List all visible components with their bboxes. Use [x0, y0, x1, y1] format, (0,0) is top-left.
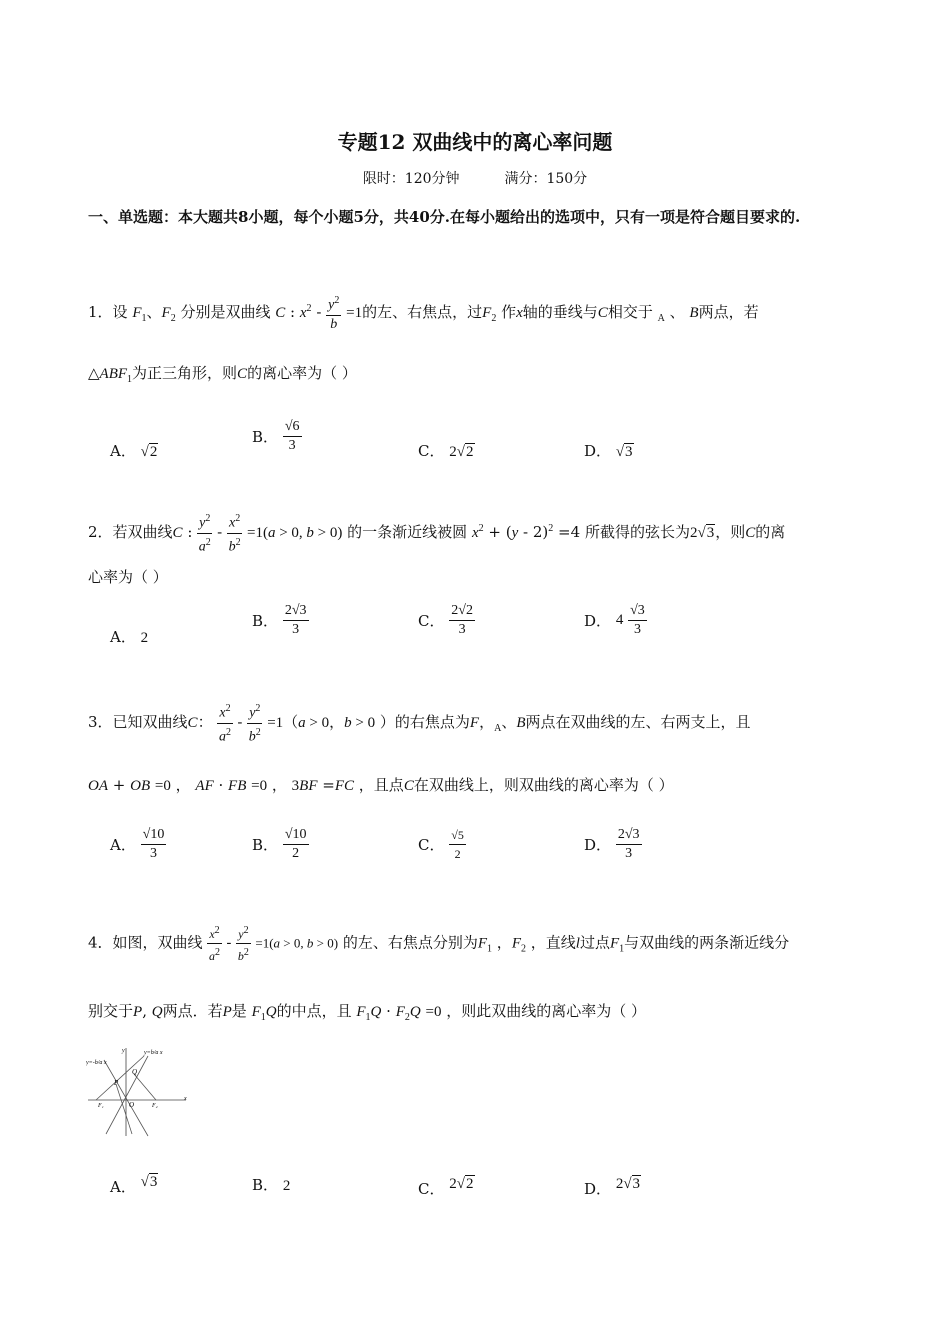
question-2-line-2: 心率为（ ）	[88, 568, 168, 586]
q3-option-a[interactable]: A． $\frac{√10}{3}$	[110, 827, 165, 861]
q4-option-d[interactable]: D． 2√3	[584, 1176, 641, 1198]
svg-text:F₁: F₁	[98, 1103, 104, 1109]
time-limit: 限时：120分钟	[362, 171, 460, 187]
exam-meta	[0, 168, 950, 188]
question-1-line-2: $\triangle ABF_1$为正三角形，则C的离心率为（ ）	[88, 364, 357, 385]
q1-option-a[interactable]: A． √2	[110, 442, 158, 460]
q2-option-b[interactable]: B． $\frac{2√3}{3}$	[252, 603, 307, 637]
q2-option-c[interactable]: C． $\frac{2√2}{3}$	[418, 603, 473, 637]
question-4-line-2: 别交于P, Q两点．若P是 $F_1Q$的中点，且 $F_1Q \cdot F_2Q =0$ ，则此双曲线的离心率为（ ）	[88, 1002, 647, 1023]
hyperbola-diagram	[86, 1044, 190, 1138]
q4-option-a[interactable]: A． √3	[110, 1174, 158, 1196]
svg-text:y=-b/a x: y=-b/a x	[86, 1060, 107, 1066]
svg-text:Q: Q	[132, 1068, 138, 1076]
question-1-line-1: 1．设 $F_1$、$F_2$ 分别是双曲线 C : $x^2$ - $\frac{y^2}{b}$ =1的左、右焦点，过$F_2$ 作x轴的垂线与C相交于 $_A$ 、 B两点，若	[88, 292, 759, 334]
q3-option-b[interactable]: B． $\frac{√10}{2}$	[252, 827, 307, 861]
q1-option-b[interactable]: B． $\frac{√6}{3}$	[252, 419, 300, 453]
q1-option-d[interactable]: D． √3	[584, 442, 633, 460]
svg-text:y=b/a x: y=b/a x	[144, 1050, 163, 1056]
q2-option-d[interactable]: D． 4 $\frac{√3}{3}$	[584, 603, 645, 637]
q2-option-a[interactable]: A． 2	[110, 628, 149, 646]
question-3-line-2: OA + OB =0 ， AF · FB =0 ， 3BF =FC ，且点C在双曲线上，则双曲线的离心率为（ ）	[88, 776, 674, 794]
svg-text:O: O	[129, 1101, 135, 1109]
q1-option-c[interactable]: C． 2√2	[418, 442, 474, 460]
q3-option-d[interactable]: D． $\frac{2√3}{3}$	[584, 827, 640, 861]
page-title: 专题12 双曲线中的离心率问题	[337, 130, 613, 154]
svg-text:y: y	[122, 1048, 125, 1054]
question-3-line-1: 3．已知双曲线C： $\frac{x^2}{a^2}$ - $\frac{y^2}{b^2}$ =1（a > 0，b > 0 ）的右焦点为F，$_A$、B两点在双曲线的左、右两支上，且	[88, 700, 751, 746]
full-score: 满分：150分	[504, 171, 588, 187]
svg-text:F₂: F₂	[152, 1103, 158, 1109]
svg-text:x: x	[184, 1096, 187, 1102]
question-4-line-1: 4．如图，双曲线 $\frac{x^2}{a^2}$ - $\frac{y^2}{b^2}$ =1(a > 0, b > 0) 的左、右焦点分别为$F_1$ ，$F_2$ ，直线l过点$F_1$与双曲线的两条渐近线分	[88, 922, 789, 965]
section-heading: 一、单选题：本大题共8小题，每个小题5分，共40分.在每小题给出的选项中，只有一项是符合题目要求的.	[88, 208, 801, 226]
svg-text:P: P	[114, 1079, 119, 1087]
q3-option-c[interactable]: C． $\frac{√5}{2}$	[418, 828, 464, 861]
q4-option-b[interactable]: B． 2	[252, 1176, 291, 1194]
question-2-line-1: 2．若双曲线C : $\frac{y^2}{a^2}$ - $\frac{x^2}{b^2}$ =1(a > 0, b > 0) 的一条渐近线被圆 $x^2 + (y - 2)^2 =4$ 所截得的弦长为2√3，则C的离	[88, 510, 785, 556]
q4-option-c[interactable]: C． 2√2	[418, 1176, 474, 1198]
